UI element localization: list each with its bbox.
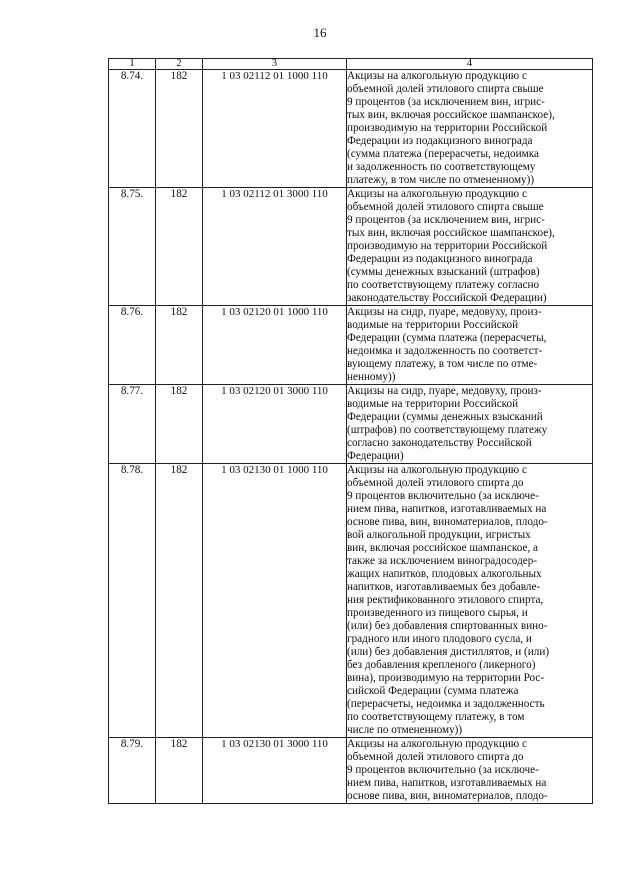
budget-classification-code: 1 03 02130 01 1000 110 bbox=[203, 464, 347, 738]
column-header-4: 4 bbox=[347, 59, 593, 70]
description-line: Федерации (суммы денежных взысканий bbox=[347, 411, 543, 423]
table-row bbox=[109, 70, 593, 188]
description-line: 9 процентов (за исключением вин, игрис- bbox=[347, 96, 545, 108]
description-line: недоимка и задолженность по соответст- bbox=[347, 345, 543, 357]
admin-code: 182 bbox=[156, 738, 203, 804]
admin-code: 182 bbox=[156, 385, 203, 464]
row-number: 8.74. bbox=[109, 70, 156, 188]
table-row bbox=[109, 306, 593, 385]
column-header-2: 2 bbox=[156, 59, 203, 70]
admin-code: 182 bbox=[156, 188, 203, 306]
description-line: и задолженность по соответствующему bbox=[347, 161, 536, 173]
description-line: согласно законодательству Российской bbox=[347, 437, 532, 449]
description-line: 9 процентов (за исключением вин, игрис- bbox=[347, 214, 545, 226]
description-line: Акцизы на алкогольную продукцию с bbox=[347, 70, 527, 82]
description-line: 9 процентов включительно (за исключе- bbox=[347, 764, 539, 776]
description-line: нием пива, напитков, изготавливаемых на bbox=[347, 503, 547, 515]
description-line: без добавления крепленого (ликерного) bbox=[347, 659, 536, 671]
budget-classification-code: 1 03 02112 01 1000 110 bbox=[203, 70, 347, 188]
description-line: жащих напитков, плодовых алкогольных bbox=[347, 568, 542, 580]
table-row bbox=[109, 464, 593, 738]
description-line: вин, включая российское шампанское, а bbox=[347, 542, 539, 554]
description-line: производимую на территории Российской bbox=[347, 240, 548, 252]
column-header-3: 3 bbox=[203, 59, 347, 70]
description-line: Федерации из подакцизного винограда bbox=[347, 135, 533, 147]
description-line: вующему платежу, в том числе по отме- bbox=[347, 358, 538, 370]
income-description bbox=[347, 464, 593, 738]
description-line: объемной долей этилового спирта свыше bbox=[347, 201, 544, 213]
description-line: Акцизы на сидр, пуаре, медовуху, произ- bbox=[347, 385, 542, 397]
description-line: вина), производимую на территории Рос- bbox=[347, 672, 545, 684]
description-line: водимые на территории Российской bbox=[347, 319, 519, 331]
description-line: Акцизы на алкогольную продукцию с bbox=[347, 188, 527, 200]
description-line: напитков, изготавливаемых без добавле- bbox=[347, 581, 541, 593]
description-line: произведенного из пищевого сырья, и bbox=[347, 607, 528, 619]
income-description bbox=[347, 70, 593, 188]
description-line: (перерасчеты, недоимка и задолженность bbox=[347, 698, 545, 710]
budget-classification-code: 1 03 02120 01 1000 110 bbox=[203, 306, 347, 385]
income-description bbox=[347, 306, 593, 385]
description-line: Федерации из подакцизного винограда bbox=[347, 253, 533, 265]
page-number: 16 bbox=[313, 25, 327, 40]
description-line: Федерации) bbox=[347, 450, 404, 462]
description-line: тых вин, включая российское шампанское), bbox=[347, 227, 555, 239]
description-line: ния ректификованного этилового спирта, bbox=[347, 594, 544, 606]
description-line: (штрафов) по соответствующему платежу bbox=[347, 424, 548, 436]
row-number: 8.78. bbox=[109, 464, 156, 738]
description-line: Федерации (сумма платежа (перерасчеты, bbox=[347, 332, 547, 344]
description-line: по соответствующему платежу, в том bbox=[347, 711, 525, 723]
income-description bbox=[347, 738, 593, 804]
budget-classification-code: 1 03 02130 01 3000 110 bbox=[203, 738, 347, 804]
description-line: ненному)) bbox=[347, 371, 396, 383]
table-header-row bbox=[109, 59, 593, 70]
budget-code-table bbox=[108, 58, 593, 804]
row-number: 8.79. bbox=[109, 738, 156, 804]
row-number: 8.76. bbox=[109, 306, 156, 385]
description-line: (сумма платежа (перерасчеты, недоимка bbox=[347, 148, 539, 160]
description-line: производимую на территории Российской bbox=[347, 122, 548, 134]
description-line: объемной долей этилового спирта до bbox=[347, 477, 524, 489]
row-number: 8.77. bbox=[109, 385, 156, 464]
budget-classification-code: 1 03 02112 01 3000 110 bbox=[203, 188, 347, 306]
row-number: 8.75. bbox=[109, 188, 156, 306]
description-line: Акцизы на алкогольную продукцию с bbox=[347, 738, 527, 750]
description-line: объемной долей этилового спирта до bbox=[347, 751, 524, 763]
income-description bbox=[347, 385, 593, 464]
admin-code: 182 bbox=[156, 306, 203, 385]
description-line: 9 процентов включительно (за исключе- bbox=[347, 490, 539, 502]
table-row bbox=[109, 738, 593, 804]
admin-code: 182 bbox=[156, 70, 203, 188]
description-line: (или) без добавления спиртованных вино- bbox=[347, 620, 548, 632]
description-line: Акцизы на алкогольную продукцию с bbox=[347, 464, 527, 476]
description-line: сийской Федерации (сумма платежа bbox=[347, 685, 519, 697]
description-line: платежу, в том числе по отмененному)) bbox=[347, 174, 535, 186]
description-line: Акцизы на сидр, пуаре, медовуху, произ- bbox=[347, 306, 542, 318]
income-description bbox=[347, 188, 593, 306]
description-line: (суммы денежных взысканий (штрафов) bbox=[347, 266, 540, 278]
budget-classification-code: 1 03 02120 01 3000 110 bbox=[203, 385, 347, 464]
table-row bbox=[109, 385, 593, 464]
description-line: объемной долей этилового спирта свыше bbox=[347, 83, 544, 95]
description-line: тых вин, включая российское шампанское), bbox=[347, 109, 555, 121]
description-line: основе пива, вин, виноматериалов, плодо- bbox=[347, 790, 548, 802]
description-line: законодательству Российской Федерации) bbox=[347, 292, 547, 304]
description-line: по соответствующему платежу согласно bbox=[347, 279, 540, 291]
description-line: числе по отмененному)) bbox=[347, 724, 463, 736]
description-line: градного или иного плодового сусла, и bbox=[347, 633, 532, 645]
description-line: (или) без добавления дистиллятов, и (или) bbox=[347, 646, 550, 658]
admin-code: 182 bbox=[156, 464, 203, 738]
description-line: водимые на территории Российской bbox=[347, 398, 519, 410]
table-row bbox=[109, 188, 593, 306]
column-header-1: 1 bbox=[109, 59, 156, 70]
description-line: вой алкогольной продукции, игристых bbox=[347, 529, 531, 541]
description-line: нием пива, напитков, изготавливаемых на bbox=[347, 777, 547, 789]
description-line: также за исключением виноградосодер- bbox=[347, 555, 538, 567]
description-line: основе пива, вин, виноматериалов, плодо- bbox=[347, 516, 548, 528]
